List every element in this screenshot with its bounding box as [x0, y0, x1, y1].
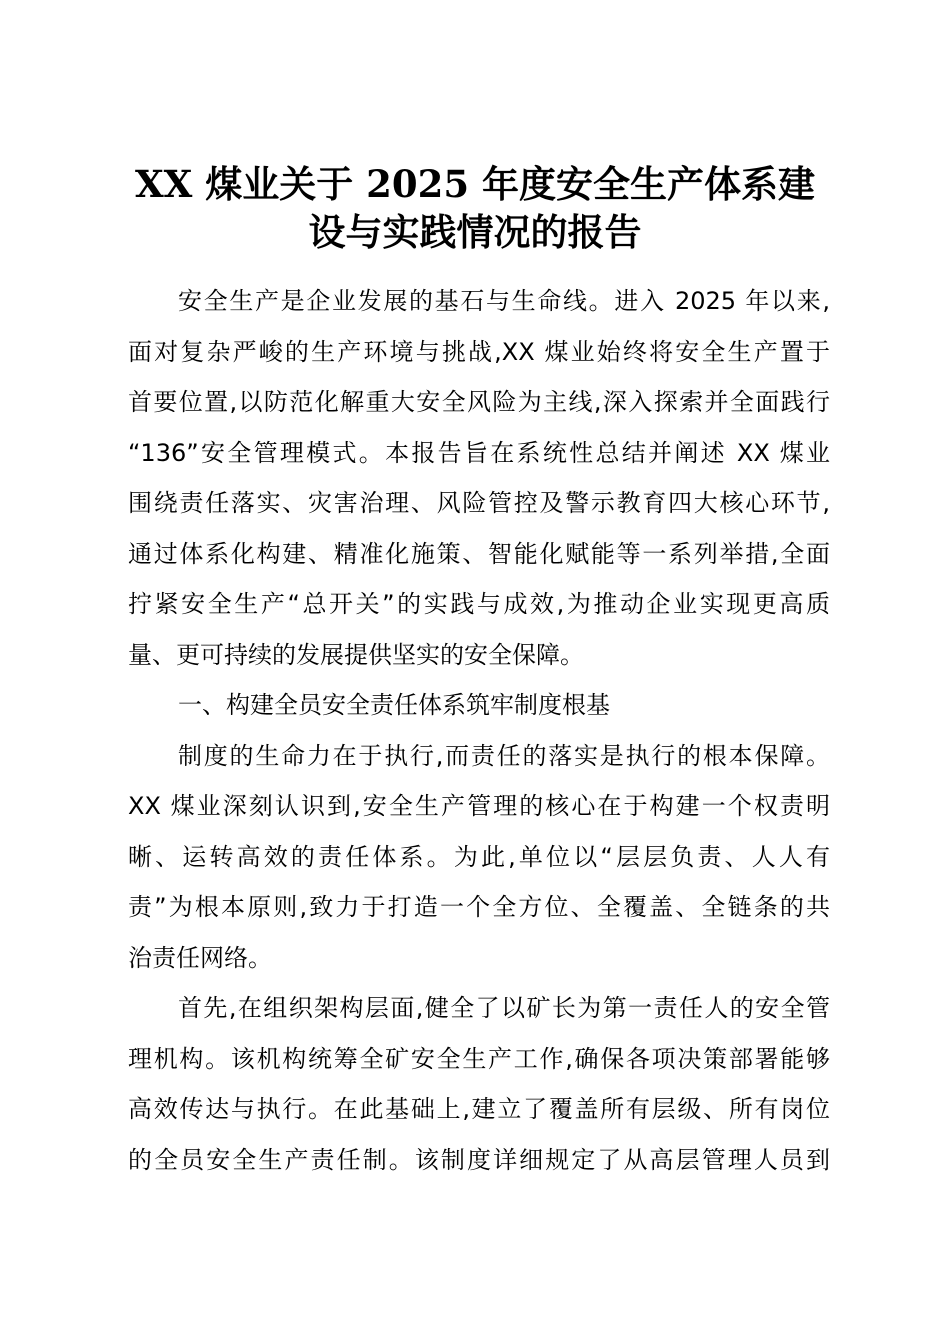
document-body — [128, 276, 830, 1185]
section-heading — [128, 680, 830, 731]
text-line: XX 煤业深刻认识到,安全生产管理的核心在于构建一个权责明 — [128, 792, 830, 820]
text-line: 治责任网络。 — [128, 943, 272, 972]
paragraph — [128, 983, 830, 1185]
text-line: 围绕责任落实、灾害治理、风险管控及警示教育四大核心环节, — [128, 489, 830, 517]
text-line: 的全员安全生产责任制。该制度详细规定了从高层管理人员到 — [128, 1145, 830, 1174]
text-line: 一、构建全员安全责任体系筑牢制度根基 — [178, 691, 610, 719]
text-line: 首要位置,以防范化解重大安全风险为主线,深入探索并全面践行 — [128, 388, 830, 416]
text-line: 制度的生命力在于执行,而责任的落实是执行的根本保障。 — [178, 741, 830, 770]
text-line: 首先,在组织架构层面,健全了以矿长为第一责任人的安全管 — [178, 994, 830, 1022]
text-line: 拧紧安全生产“总开关”的实践与成效,为推动企业实现更高质 — [128, 590, 830, 618]
text-line: 量、更可持续的发展提供坚实的安全保障。 — [128, 640, 584, 669]
text-line: 晰、运转高效的责任体系。为此,单位以“层层负责、人人有 — [128, 842, 830, 871]
title-line: 设与实践情况的报告 — [308, 210, 642, 254]
text-line: 理机构。该机构统筹全矿安全生产工作,确保各项决策部署能够 — [128, 1044, 830, 1073]
text-line: 安全生产是企业发展的基石与生命线。进入 2025 年以来, — [178, 287, 830, 315]
paragraph — [128, 276, 830, 680]
document-title — [0, 160, 950, 256]
title-line: XX 煤业关于 2025 年度安全生产体系建 — [134, 162, 816, 206]
text-line: 责”为根本原则,致力于打造一个全方位、全覆盖、全链条的共 — [128, 893, 830, 921]
text-line: 高效传达与执行。在此基础上,建立了覆盖所有层级、所有岗位 — [128, 1095, 830, 1123]
text-line: “136”安全管理模式。本报告旨在系统性总结并阐述 XX 煤业 — [128, 438, 830, 467]
text-line: 面对复杂严峻的生产环境与挑战,XX 煤业始终将安全生产置于 — [128, 337, 830, 366]
text-line: 通过体系化构建、精准化施策、智能化赋能等一系列举措,全面 — [128, 539, 830, 568]
paragraph — [128, 731, 830, 984]
